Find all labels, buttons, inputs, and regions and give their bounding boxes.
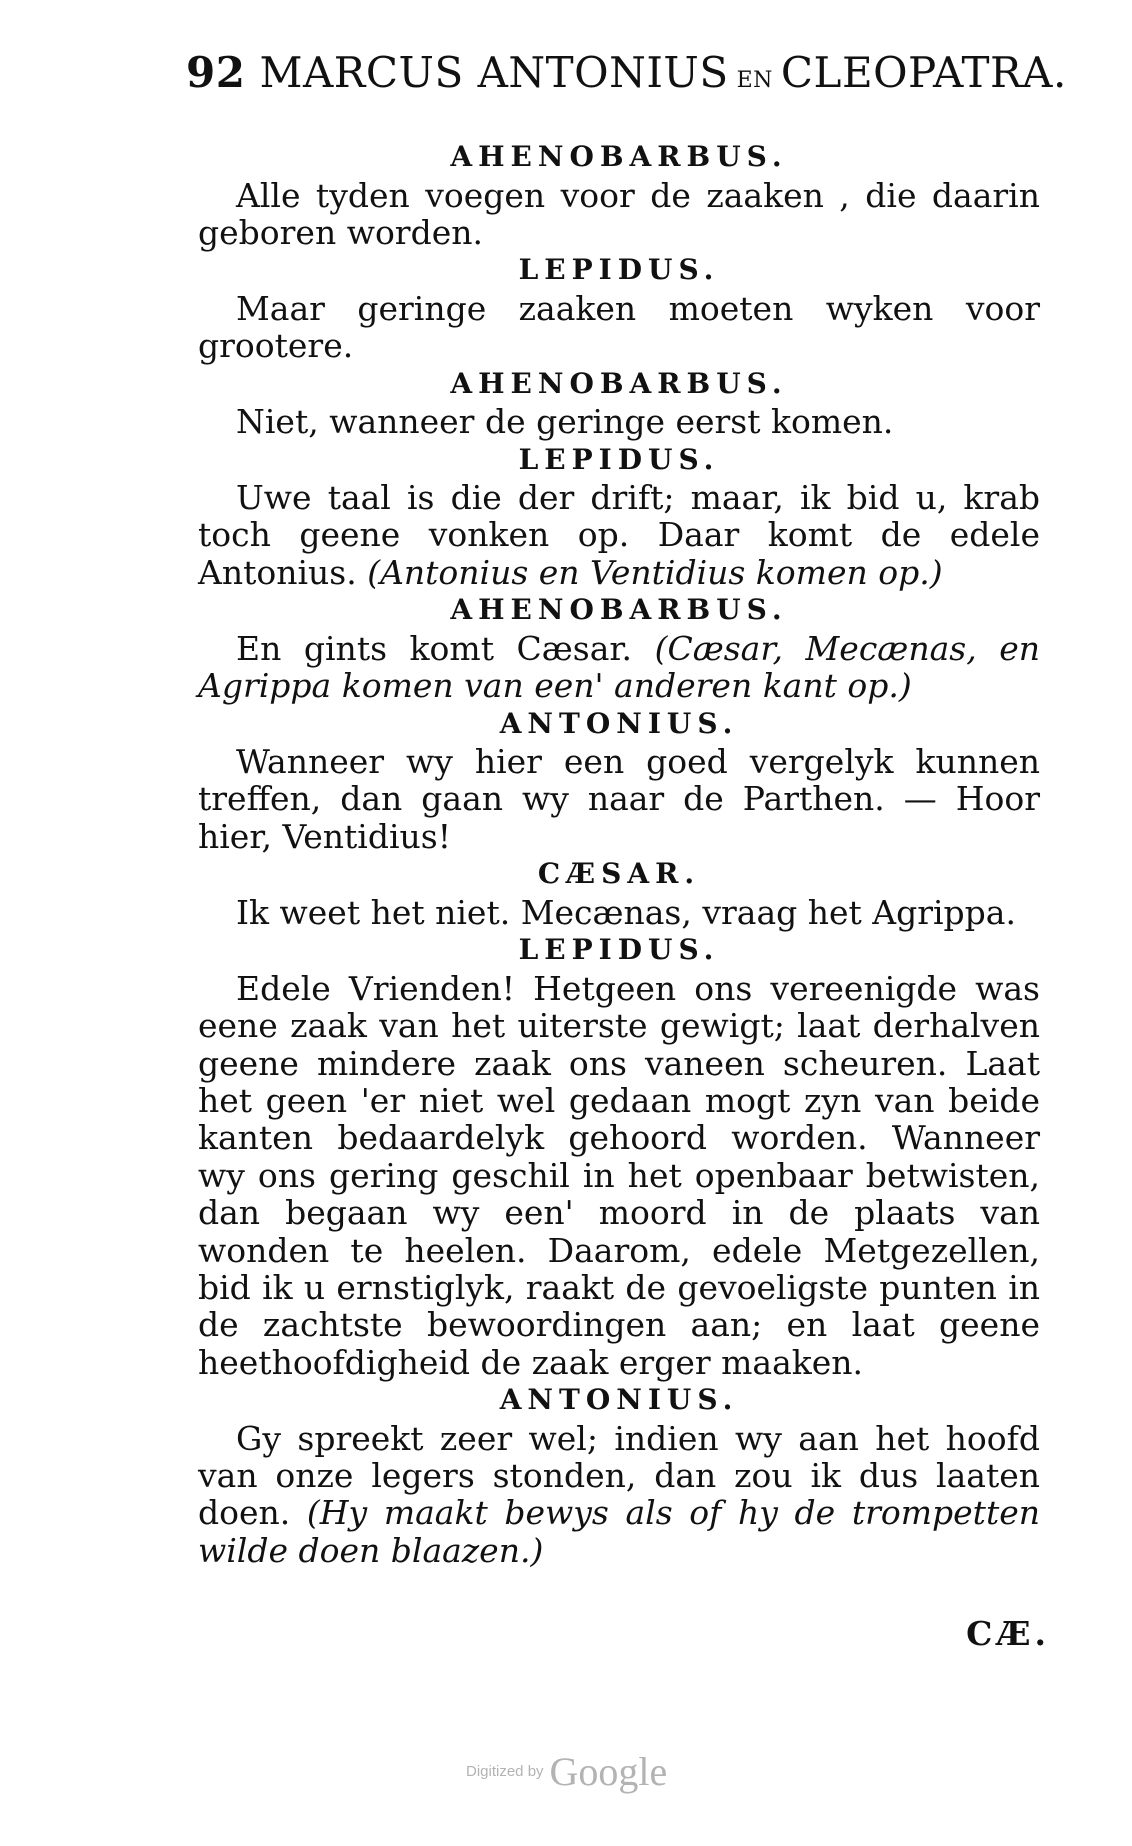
speech (198, 894, 1040, 931)
stage-direction: (Hy maakt bewys als of hy de trompetten wilde doen blaazen.) (198, 1493, 1040, 1570)
speech (198, 177, 1040, 252)
running-head (186, 48, 1067, 97)
speaker-name: LEPIDUS. (518, 933, 720, 967)
play-text (198, 138, 1040, 1569)
speech-text: Uwe taal is die der drift; maar, ik bid u, krab toch geene vonken op. Daar komt de edele Antonius. (198, 478, 1040, 592)
speaker-name: ANTONIUS. (499, 706, 739, 740)
speech (198, 290, 1040, 365)
speaker-name: LEPIDUS. (518, 253, 720, 287)
dialogue-block (198, 855, 1040, 931)
dialogue-block (198, 591, 1040, 704)
dialogue-block (198, 365, 1040, 441)
speech-text: Gy spreekt zeer wel; indien wy aan het hoofd van onze legers stonden, dan zou ik dus laaten doen. (198, 1418, 1040, 1533)
google-logo: Google (549, 1749, 668, 1794)
watermark-prefix: Digitized by (466, 1763, 544, 1780)
dialogue-block (198, 705, 1040, 856)
speech (198, 479, 1040, 591)
stage-direction: (Cæsar, Mecænas, en Agrippa komen van een' anderen kant op.) (198, 628, 1041, 706)
dialogue-block (198, 138, 1040, 251)
speaker-name: AHENOBARBUS. (450, 366, 788, 400)
dialogue-block (198, 251, 1040, 364)
speech-text: Ik weet het niet. Mecænas, vraag het Agrippa. (236, 892, 1016, 932)
speech (198, 743, 1040, 855)
speech-text: Wanneer wy hier een goed vergelyk kunnen treffen, dan gaan wy naar de Parthen. — Hoor hier, Ventidius! (198, 742, 1040, 856)
speech (198, 403, 1040, 440)
speaker-name: CÆSAR. (537, 857, 701, 891)
speaker-name: AHENOBARBUS. (450, 593, 788, 627)
dialogue-block (198, 1381, 1040, 1569)
speech-text: Niet, wanneer de geringe eerst komen. (236, 402, 894, 442)
speaker-name: AHENOBARBUS. (450, 140, 788, 173)
speaker-name: ANTONIUS. (499, 1383, 739, 1417)
running-title-conjunction: EN (736, 68, 773, 93)
speech (198, 630, 1040, 705)
running-title-part1: MARCUS ANTONIUS (259, 48, 729, 97)
speech (198, 1420, 1040, 1570)
speech-text: En gints komt Cæsar. (236, 628, 633, 668)
running-title-part2: CLEOPATRA. (780, 48, 1067, 97)
dialogue-block (198, 931, 1040, 1381)
catchword: CÆ. (966, 1614, 1050, 1653)
speech (198, 970, 1040, 1381)
page-number: 92 (186, 48, 246, 97)
speech-text: Alle tyden voegen voor de zaaken , die daarin geboren worden. (198, 175, 1040, 252)
stage-direction: (Antonius en Ventidius komen op.) (367, 552, 943, 592)
digitization-watermark (466, 1748, 667, 1795)
speech-text: Maar geringe zaaken moeten wyken voor grootere. (198, 288, 1040, 366)
speech-text: Edele Vrienden! Hetgeen ons vereenigde was eene zaak van het uiterste gewigt; laat derhalven geene mindere zaak ons vaneen scheuren. Laat het geen 'er niet wel gedaan mogt zyn van beide kanten bedaardelyk gehoord worden. Wanneer wy ons gering geschil in het openbaar betwisten, dan begaan wy een' moord in de plaats van wonden te heelen. Daarom, edele Metgezellen, bid ik u ernstiglyk, raakt de gevoeligste punten in de zachtste bewoordingen aan; en laat geene heethoofdigheid de zaak erger maaken. (198, 968, 1040, 1382)
speaker-name: LEPIDUS. (518, 442, 720, 476)
dialogue-block (198, 441, 1040, 592)
